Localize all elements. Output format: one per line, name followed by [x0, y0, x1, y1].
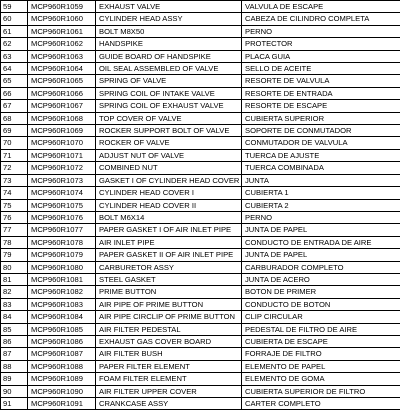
parts-table-body [1, 1, 400, 410]
part-code-cell[interactable]: MCP960R1087 [28, 348, 96, 360]
table-row [1, 360, 400, 372]
item-number-cell[interactable]: 68 [1, 112, 28, 124]
spanish-description-cell[interactable]: SELLO DE ACEITE [242, 63, 400, 75]
item-number-cell[interactable]: 64 [1, 63, 28, 75]
english-description-cell[interactable]: ADJUST NUT OF VALVE [96, 149, 242, 161]
part-code-cell[interactable]: MCP960R1071 [28, 149, 96, 161]
spanish-description-cell[interactable]: JUNTA [242, 174, 400, 186]
english-description-cell[interactable]: EXHAUST GAS COVER BOARD [96, 335, 242, 347]
spanish-description-cell[interactable]: JUNTA DE ACERO [242, 273, 400, 285]
item-number-cell[interactable]: 63 [1, 50, 28, 62]
item-number-cell[interactable]: 61 [1, 25, 28, 37]
item-number-cell[interactable]: 77 [1, 224, 28, 236]
part-code-cell[interactable]: MCP960R1062 [28, 38, 96, 50]
table-row [1, 335, 400, 347]
item-number-cell[interactable]: 83 [1, 298, 28, 310]
english-description-cell[interactable]: PAPER GASKET II OF AIR INLET PIPE [96, 249, 242, 261]
english-description-cell[interactable]: AIR FILTER PEDESTAL [96, 323, 242, 335]
spanish-description-cell[interactable]: CONDUCTO DE BOTON [242, 298, 400, 310]
english-description-cell[interactable]: AIR PIPE OF PRIME BUTTON [96, 298, 242, 310]
item-number-cell[interactable]: 76 [1, 211, 28, 223]
table-row [1, 25, 400, 37]
english-description-cell[interactable]: PAPER GASKET I OF AIR INLET PIPE [96, 224, 242, 236]
english-description-cell[interactable]: BOLT M6X14 [96, 211, 242, 223]
spanish-description-cell[interactable]: SOPORTE DE CONMUTADOR [242, 125, 400, 137]
part-code-cell[interactable]: MCP960R1082 [28, 286, 96, 298]
english-description-cell[interactable]: PAPER FILTER ELEMENT [96, 360, 242, 372]
english-description-cell[interactable]: CRANKCASE ASSY [96, 398, 242, 410]
item-number-cell[interactable]: 81 [1, 273, 28, 285]
spanish-description-cell[interactable]: TUERCA COMBINADA [242, 162, 400, 174]
table-row [1, 273, 400, 285]
part-code-cell[interactable]: MCP960R1084 [28, 311, 96, 323]
item-number-cell[interactable]: 69 [1, 125, 28, 137]
part-code-cell[interactable]: MCP960R1076 [28, 211, 96, 223]
item-number-cell[interactable]: 87 [1, 348, 28, 360]
spanish-description-cell[interactable]: CUBIERTA SUPERIOR [242, 112, 400, 124]
item-number-cell[interactable]: 84 [1, 311, 28, 323]
english-description-cell[interactable]: CYLINDER HEAD ASSY [96, 13, 242, 25]
spanish-description-cell[interactable]: ELEMENTO DE GOMA [242, 373, 400, 385]
part-code-cell[interactable]: MCP960R1081 [28, 273, 96, 285]
item-number-cell[interactable]: 85 [1, 323, 28, 335]
part-code-cell[interactable]: MCP960R1090 [28, 385, 96, 397]
item-number-cell[interactable]: 71 [1, 149, 28, 161]
part-code-cell[interactable]: MCP960R1083 [28, 298, 96, 310]
table-row [1, 398, 400, 410]
english-description-cell[interactable]: SPRING COIL OF EXHAUST VALVE [96, 100, 242, 112]
english-description-cell[interactable]: SPRING COIL OF INTAKE VALVE [96, 87, 242, 99]
table-row [1, 211, 400, 223]
part-code-cell[interactable]: MCP960R1074 [28, 187, 96, 199]
spanish-description-cell[interactable]: CUBIERTA DE ESCAPE [242, 335, 400, 347]
table-row [1, 162, 400, 174]
table-row [1, 75, 400, 87]
item-number-cell[interactable]: 72 [1, 162, 28, 174]
table-row [1, 236, 400, 248]
part-code-cell[interactable]: MCP960R1064 [28, 63, 96, 75]
item-number-cell[interactable]: 82 [1, 286, 28, 298]
table-row [1, 187, 400, 199]
item-number-cell[interactable]: 66 [1, 87, 28, 99]
part-code-cell[interactable]: MCP960R1059 [28, 1, 96, 13]
table-row [1, 385, 400, 397]
english-description-cell[interactable]: ROCKER OF VALVE [96, 137, 242, 149]
item-number-cell[interactable]: 91 [1, 398, 28, 410]
english-description-cell[interactable]: AIR FILTER UPPER COVER [96, 385, 242, 397]
spanish-description-cell[interactable]: CONMUTADOR DE VALVULA [242, 137, 400, 149]
spanish-description-cell[interactable]: CLIP CIRCULAR [242, 311, 400, 323]
spanish-description-cell[interactable]: CUBIERTA SUPERIOR DE FILTRO [242, 385, 400, 397]
spanish-description-cell[interactable]: RESORTE DE VALVULA [242, 75, 400, 87]
english-description-cell[interactable]: BOLT M8X50 [96, 25, 242, 37]
english-description-cell[interactable]: AIR PIPE CIRCLIP OF PRIME BUTTON [96, 311, 242, 323]
item-number-cell[interactable]: 80 [1, 261, 28, 273]
item-number-cell[interactable]: 60 [1, 13, 28, 25]
english-description-cell[interactable]: SPRING OF VALVE [96, 75, 242, 87]
item-number-cell[interactable]: 70 [1, 137, 28, 149]
table-row [1, 38, 400, 50]
part-code-cell[interactable]: MCP960R1080 [28, 261, 96, 273]
spanish-description-cell[interactable]: JUNTA DE PAPEL [242, 224, 400, 236]
spanish-description-cell[interactable]: JUNTA DE PAPEL [242, 249, 400, 261]
english-description-cell[interactable]: ROCKER SUPPORT BOLT OF VALVE [96, 125, 242, 137]
spanish-description-cell[interactable]: BOTON DE PRIMER [242, 286, 400, 298]
item-number-cell[interactable]: 75 [1, 199, 28, 211]
table-row [1, 373, 400, 385]
item-number-cell[interactable]: 78 [1, 236, 28, 248]
item-number-cell[interactable]: 59 [1, 1, 28, 13]
part-code-cell[interactable]: MCP960R1085 [28, 323, 96, 335]
english-description-cell[interactable]: GUIDE BOARD OF HANDSPIKE [96, 50, 242, 62]
english-description-cell[interactable]: CYLINDER HEAD COVER II [96, 199, 242, 211]
spanish-description-cell[interactable]: CABEZA DE CILINDRO COMPLETA [242, 13, 400, 25]
part-code-cell[interactable]: MCP960R1065 [28, 75, 96, 87]
spanish-description-cell[interactable]: RESORTE DE ESCAPE [242, 100, 400, 112]
spanish-description-cell[interactable]: RESORTE DE ENTRADA [242, 87, 400, 99]
table-row [1, 112, 400, 124]
table-row [1, 1, 400, 13]
english-description-cell[interactable]: AIR INLET PIPE [96, 236, 242, 248]
part-code-cell[interactable]: MCP960R1079 [28, 249, 96, 261]
spanish-description-cell[interactable]: TUERCA DE AJUSTE [242, 149, 400, 161]
english-description-cell[interactable]: AIR FILTER BUSH [96, 348, 242, 360]
part-code-cell[interactable]: MCP960R1060 [28, 13, 96, 25]
part-code-cell[interactable]: MCP960R1089 [28, 373, 96, 385]
item-number-cell[interactable]: 79 [1, 249, 28, 261]
spanish-description-cell[interactable]: CUBIERTA 1 [242, 187, 400, 199]
part-code-cell[interactable]: MCP960R1068 [28, 112, 96, 124]
spanish-description-cell[interactable]: CONDUCTO DE ENTRADA DE AIRE [242, 236, 400, 248]
part-code-cell[interactable]: MCP960R1070 [28, 137, 96, 149]
part-code-cell[interactable]: MCP960R1063 [28, 50, 96, 62]
part-code-cell[interactable]: MCP960R1075 [28, 199, 96, 211]
english-description-cell[interactable]: OIL SEAL ASSEMBLED OF VALVE [96, 63, 242, 75]
spanish-description-cell[interactable]: PLACA GUIA [242, 50, 400, 62]
part-code-cell[interactable]: MCP960R1078 [28, 236, 96, 248]
table-row [1, 298, 400, 310]
item-number-cell[interactable]: 65 [1, 75, 28, 87]
english-description-cell[interactable]: CYLINDER HEAD COVER I [96, 187, 242, 199]
part-code-cell[interactable]: MCP960R1061 [28, 25, 96, 37]
spanish-description-cell[interactable]: PEDESTAL DE FILTRO DE AIRE [242, 323, 400, 335]
table-row [1, 323, 400, 335]
table-row [1, 348, 400, 360]
part-code-cell[interactable]: MCP960R1086 [28, 335, 96, 347]
part-code-cell[interactable]: MCP960R1088 [28, 360, 96, 372]
table-row [1, 137, 400, 149]
item-number-cell[interactable]: 88 [1, 360, 28, 372]
table-row [1, 50, 400, 62]
part-code-cell[interactable]: MCP960R1067 [28, 100, 96, 112]
part-code-cell[interactable]: MCP960R1073 [28, 174, 96, 186]
table-row [1, 13, 400, 25]
item-number-cell[interactable]: 86 [1, 335, 28, 347]
table-row [1, 87, 400, 99]
spanish-description-cell[interactable]: PERNO [242, 25, 400, 37]
spanish-description-cell[interactable]: VALVULA DE ESCAPE [242, 1, 400, 13]
item-number-cell[interactable]: 90 [1, 385, 28, 397]
spanish-description-cell[interactable]: CUBIERTA 2 [242, 199, 400, 211]
english-description-cell[interactable]: STEEL GASKET [96, 273, 242, 285]
english-description-cell[interactable]: GASKET I OF CYLINDER HEAD COVER [96, 174, 242, 186]
part-code-cell[interactable]: MCP960R1069 [28, 125, 96, 137]
item-number-cell[interactable]: 89 [1, 373, 28, 385]
part-code-cell[interactable]: MCP960R1066 [28, 87, 96, 99]
english-description-cell[interactable]: FOAM FILTER ELEMENT [96, 373, 242, 385]
spanish-description-cell[interactable]: CARBURADOR COMPLETO [242, 261, 400, 273]
english-description-cell[interactable]: TOP COVER OF VALVE [96, 112, 242, 124]
table-row [1, 249, 400, 261]
english-description-cell[interactable]: COMBINED NUT [96, 162, 242, 174]
part-code-cell[interactable]: MCP960R1077 [28, 224, 96, 236]
spanish-description-cell[interactable]: PROTECTOR [242, 38, 400, 50]
table-row [1, 199, 400, 211]
table-row [1, 149, 400, 161]
item-number-cell[interactable]: 67 [1, 100, 28, 112]
table-row [1, 224, 400, 236]
item-number-cell[interactable]: 74 [1, 187, 28, 199]
item-number-cell[interactable]: 73 [1, 174, 28, 186]
table-row [1, 63, 400, 75]
english-description-cell[interactable]: CARBURETOR ASSY [96, 261, 242, 273]
table-row [1, 261, 400, 273]
english-description-cell[interactable]: EXHAUST VALVE [96, 1, 242, 13]
table-row [1, 286, 400, 298]
table-row [1, 125, 400, 137]
english-description-cell[interactable]: PRIME BUTTON [96, 286, 242, 298]
item-number-cell[interactable]: 62 [1, 38, 28, 50]
table-row [1, 311, 400, 323]
part-code-cell[interactable]: MCP960R1091 [28, 398, 96, 410]
table-row [1, 174, 400, 186]
spanish-description-cell[interactable]: CARTER COMPLETO [242, 398, 400, 410]
table-row [1, 100, 400, 112]
spanish-description-cell[interactable]: ELEMENTO DE PAPEL [242, 360, 400, 372]
part-code-cell[interactable]: MCP960R1072 [28, 162, 96, 174]
spanish-description-cell[interactable]: FORRAJE DE FILTRO [242, 348, 400, 360]
spanish-description-cell[interactable]: PERNO [242, 211, 400, 223]
english-description-cell[interactable]: HANDSPIKE [96, 38, 242, 50]
